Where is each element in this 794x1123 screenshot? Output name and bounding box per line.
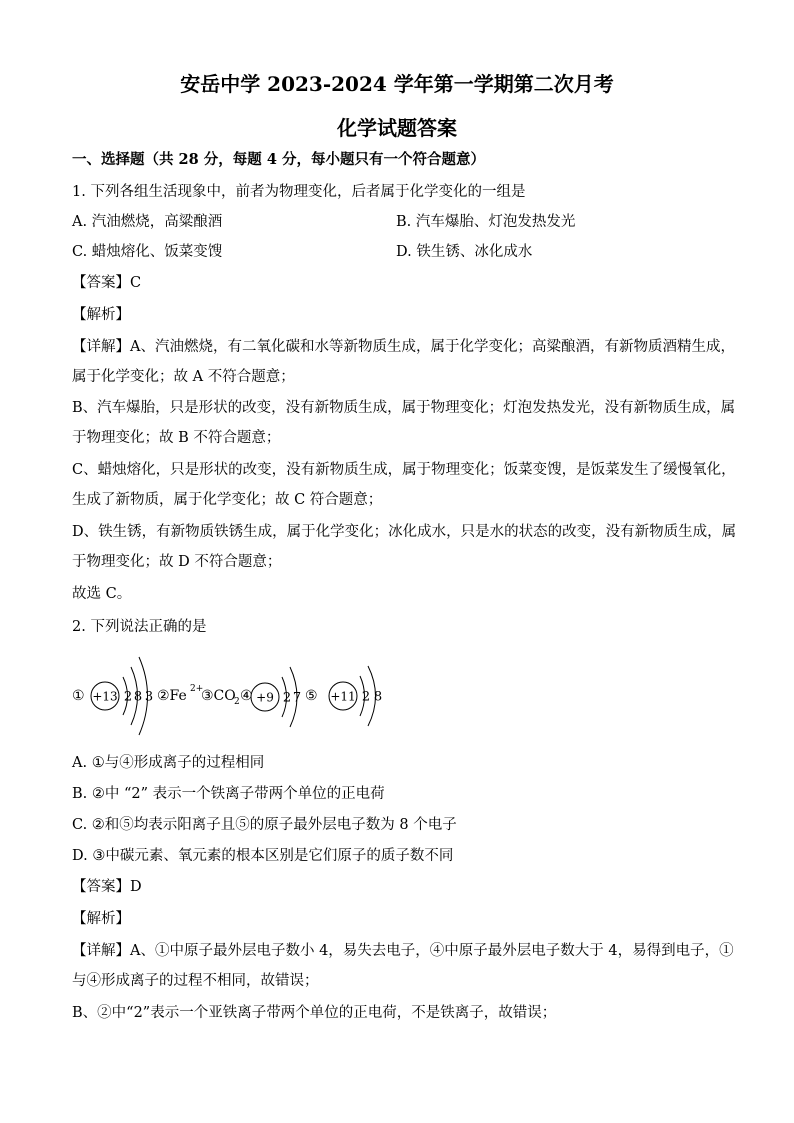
q1-analysis-line: C、蜡烛熔化，只是形状的改变，没有新物质生成，属于物理变化；饭菜变馊，是饭菜发生了缓慢氧化， bbox=[72, 462, 736, 478]
q2-analysis-line: 与④形成离子的过程不相同，故错误； bbox=[72, 973, 319, 989]
diagram-mark-4: ④ bbox=[240, 688, 253, 704]
diagram-mark-3-co: ③CO bbox=[201, 688, 236, 704]
shell-electron-count: 7 bbox=[292, 690, 302, 706]
exam-subtitle: 化学试题答案 bbox=[337, 116, 457, 140]
fe-charge-superscript: 2+ bbox=[190, 684, 204, 694]
q2-analysis-line: B、②中“2”表示一个亚铁离子带两个单位的正电荷，不是铁离子，故错误； bbox=[72, 1005, 557, 1021]
exam-title: 安岳中学 2023-2024 学年第一学期第二次月考 bbox=[180, 72, 614, 96]
q1-analysis-line: B、汽车爆胎，只是形状的改变，没有新物质生成，属于物理变化；灯泡发热发光，没有新物质生成，属 bbox=[72, 400, 736, 416]
q2-option-b: B. ②中 “2” 表示一个铁离子带两个单位的正电荷 bbox=[72, 786, 385, 802]
q1-stem: 1. 下列各组生活现象中，前者为物理变化，后者属于化学变化的一组是 bbox=[72, 184, 526, 200]
q2-analysis-label: 【解析】 bbox=[72, 911, 130, 927]
nucleus-charge-13: +13 bbox=[92, 689, 118, 704]
q1-analysis-line: 【详解】A、汽油燃烧，有二氧化碳和水等新物质生成，属于化学变化；高粱酿酒，有新物质酒精生成， bbox=[72, 339, 735, 355]
shell-electron-count: 2 bbox=[282, 690, 292, 706]
q2-answer: 【答案】D bbox=[72, 879, 142, 895]
q1-answer: 【答案】C bbox=[72, 275, 142, 291]
diagram-mark-5: ⑤ bbox=[305, 688, 318, 704]
diagram-mark-1: ① bbox=[72, 688, 85, 704]
q1-option-c: C. 蜡烛熔化、饭菜变馊 bbox=[72, 244, 223, 260]
diagram-mark-2-fe: ②Fe bbox=[157, 688, 187, 704]
q1-option-a: A. 汽油燃烧，高粱酿酒 bbox=[72, 214, 223, 230]
nucleus-charge-11: +11 bbox=[330, 689, 356, 704]
q1-option-b: B. 汽车爆胎、灯泡发热发光 bbox=[396, 214, 576, 230]
q2-option-a: A. ①与④形成离子的过程相同 bbox=[72, 755, 265, 771]
q1-analysis-label: 【解析】 bbox=[72, 307, 130, 323]
q2-option-c: C. ②和⑤均表示阳离子且⑤的原子最外层电子数为 8 个电子 bbox=[72, 817, 457, 833]
q1-analysis-line: 生成了新物质，属于化学变化；故 C 符合题意； bbox=[72, 492, 383, 508]
shell-electron-count: 3 bbox=[144, 689, 154, 705]
q2-stem: 2. 下列说法正确的是 bbox=[72, 619, 207, 635]
q1-option-d: D. 铁生锈、冰化成水 bbox=[396, 244, 533, 260]
q1-analysis-line: D、铁生锈，有新物质铁锈生成，属于化学变化；冰化成水，只是水的状态的改变，没有新物质生成，属 bbox=[72, 524, 737, 540]
q1-analysis-line: 故选 C。 bbox=[72, 586, 132, 602]
q1-analysis-line: 属于化学变化；故 A 不符合题意； bbox=[72, 369, 295, 385]
shell-electron-count: 2 bbox=[123, 689, 133, 705]
co2-subscript: 2 bbox=[234, 697, 240, 707]
section-heading: 一、选择题（共 28 分，每题 4 分，每小题只有一个符合题意） bbox=[72, 151, 485, 168]
q1-analysis-line: 于物理变化；故 D 不符合题意； bbox=[72, 554, 282, 570]
q2-analysis-line: 【详解】A、①中原子最外层电子数小 4，易失去电子，④中原子最外层电子数大于 4，易得到电子，① bbox=[72, 943, 734, 959]
nucleus-charge-9: +9 bbox=[256, 690, 274, 705]
shell-electron-count: 8 bbox=[373, 689, 383, 705]
shell-electron-count: 8 bbox=[133, 689, 143, 705]
q1-analysis-line: 于物理变化；故 B 不符合题意； bbox=[72, 430, 281, 446]
atomic-structure-diagram bbox=[68, 650, 398, 742]
shell-electron-count: 2 bbox=[361, 689, 371, 705]
q2-option-d: D. ③中碳元素、氧元素的根本区别是它们原子的质子数不同 bbox=[72, 848, 454, 864]
